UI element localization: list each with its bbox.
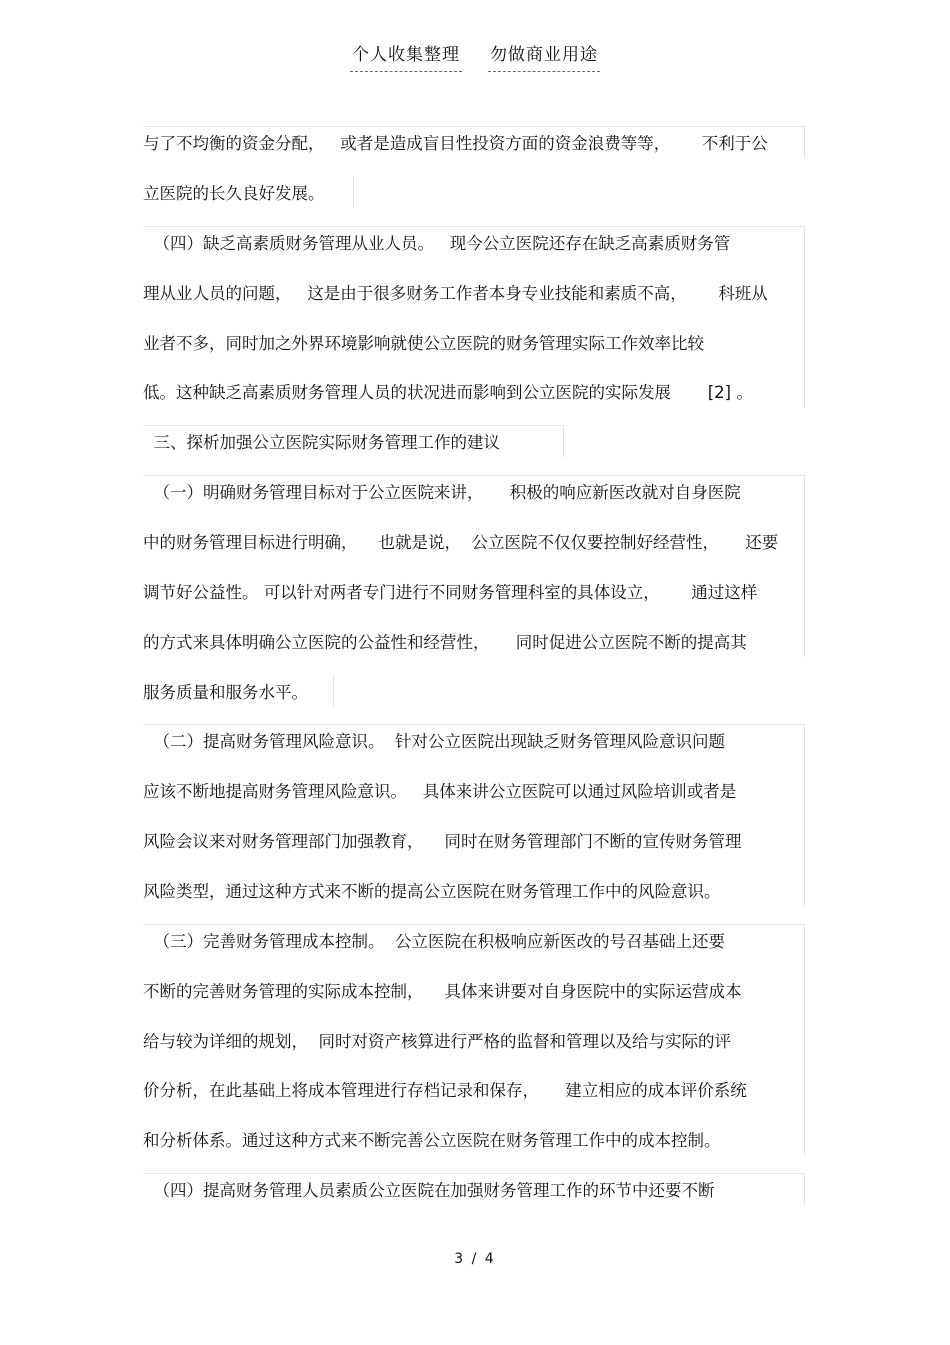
text-line: 风险会议来对财务管理部门加强教育， 同时在财务管理部门不断的宣传财务管理: [143, 832, 742, 851]
border-line: [804, 475, 805, 657]
text-line: 调节好公益性。 可以针对两者专门进行不同财务管理科室的具体设立， 通过这样: [143, 583, 758, 602]
text-line: 应该不断地提高财务管理风险意识。 具体来讲公立医院可以通过风险培训或者是: [143, 782, 737, 801]
text-line: 低。这种缺乏高素质财务管理人员的状况进而影响到公立医院的实际发展 [2] 。: [143, 383, 753, 402]
text-line: 风险类型，通过这种方式来不断的提高公立医院在财务管理工作中的风险意识。: [143, 882, 721, 901]
text-line: （二）提高财务管理风险意识。 针对公立医院出现缺乏财务管理风险意识问题: [143, 732, 725, 751]
border-line: [143, 924, 805, 925]
text-line: （四）提高财务管理人员素质公立医院在加强财务管理工作的环节中还要不断: [143, 1181, 715, 1200]
border-line: [333, 675, 334, 707]
text-line: 中的财务管理目标进行明确， 也就是说， 公立医院不仅仅要控制好经营性， 还要: [143, 533, 779, 552]
text-line: 与了不均衡的资金分配， 或者是造成盲目性投资方面的资金浪费等等， 不利于公: [143, 134, 768, 153]
text-line: 和分析体系。通过这种方式来不断完善公立医院在财务管理工作中的成本控制。: [143, 1131, 721, 1150]
text-line: 给与较为详细的规划， 同时对资产核算进行严格的监督和管理以及给与实际的评: [143, 1032, 731, 1051]
text-line: （三）完善财务管理成本控制。 公立医院在积极响应新医改的号召基础上还要: [143, 932, 725, 951]
border-line: [804, 126, 805, 158]
text-line: 业者不多，同时加之外界环境影响就使公立医院的财务管理实际工作效率比较: [143, 334, 704, 353]
page-header: [0, 40, 950, 72]
text-line: 理从业人员的问题， 这是由于很多财务工作者本身专业技能和素质不高， 科班从: [143, 284, 768, 303]
header-left-text: 个人收集整理: [350, 40, 462, 72]
header-right-text: 勿做商业用途: [488, 40, 600, 72]
border-line: [563, 425, 564, 457]
border-line: [143, 724, 805, 725]
border-line: [804, 1173, 805, 1205]
text-line: 立医院的长久良好发展。: [143, 184, 325, 203]
page-number: 3 / 4: [454, 1251, 496, 1267]
border-line: [804, 924, 805, 1156]
text-line: 的方式来具体明确公立医院的公益性和经营性， 同时促进公立医院不断的提高其: [143, 633, 747, 652]
border-line: [143, 425, 563, 426]
border-line: [143, 475, 805, 476]
border-line: [353, 176, 354, 208]
border-line: [143, 226, 805, 227]
border-line: [143, 1173, 805, 1174]
text-line: （四）缺乏高素质财务管理从业人员。 现今公立医院还存在缺乏高素质财务管: [143, 234, 731, 253]
text-line: 不断的完善财务管理的实际成本控制， 具体来讲要对自身医院中的实际运营成本: [143, 982, 742, 1001]
border-line: [804, 226, 805, 408]
text-line: 服务质量和服务水平。: [143, 683, 308, 702]
border-line: [143, 126, 805, 127]
border-line: [804, 724, 805, 906]
text-line: （一）明确财务管理目标对于公立医院来讲， 积极的响应新医改就对自身医院: [143, 483, 741, 502]
section-heading: 三、探析加强公立医院实际财务管理工作的建议: [143, 433, 500, 452]
text-line: 价分析，在此基础上将成本管理进行存档记录和保存， 建立相应的成本评价系统: [143, 1081, 747, 1100]
